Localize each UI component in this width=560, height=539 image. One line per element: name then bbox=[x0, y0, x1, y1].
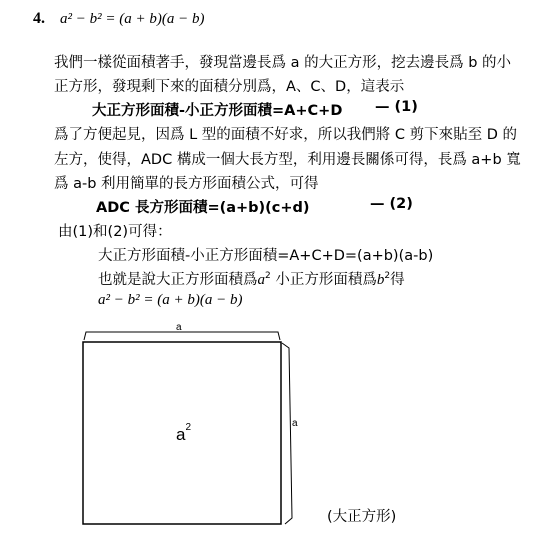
area-label-exp: 2 bbox=[185, 422, 192, 433]
body-line-8-post: 得 bbox=[390, 272, 405, 288]
body-line-6: 由(1)和(2)可得： bbox=[58, 224, 172, 240]
area-label-var: a bbox=[176, 425, 186, 444]
area-label bbox=[176, 422, 191, 444]
top-brace bbox=[84, 332, 280, 340]
equation-1-tag: — (1) bbox=[375, 99, 418, 115]
body-line-1: 我們一樣從面積著手，發現當邊長爲 a 的大正方形，挖去邊長爲 b 的小 bbox=[54, 55, 512, 71]
a-squared-var: a bbox=[257, 272, 265, 288]
body-line-5: 爲 a-b 利用簡單的長方形面積公式，可得 bbox=[54, 176, 319, 192]
body-line-7: 大正方形面積-小正方形面積=A+C+D=(a+b)(a-b) bbox=[98, 248, 434, 264]
equation-1: 大正方形面積-小正方形面積=A+C+D bbox=[92, 103, 343, 119]
result-identity: a² − b² = (a + b)(a − b) bbox=[98, 292, 243, 308]
top-side-label: a bbox=[176, 322, 182, 333]
problem-number: 4. bbox=[33, 10, 45, 27]
equation-2: ADC 長方形面積=(a+b)(c+d) bbox=[96, 200, 310, 216]
b-squared-exp: 2 bbox=[384, 271, 391, 281]
body-line-8-pre: 也就是說大正方形面積爲 bbox=[98, 272, 258, 288]
body-line-3: 爲了方便起見，因爲 L 型的面積不好求，所以我們將 C 剪下來貼至 D 的 bbox=[54, 127, 518, 143]
b-squared-var: b bbox=[376, 272, 385, 288]
a-squared-exp: 2 bbox=[265, 271, 271, 281]
figure-caption: (大正方形) bbox=[327, 509, 397, 525]
problem-identity: a² − b² = (a + b)(a − b) bbox=[60, 11, 205, 27]
right-side-label: a bbox=[292, 418, 298, 429]
body-line-4: 左方，使得，ADC 構成一個大長方型，利用邊長關係可得，長爲 a+b 寬 bbox=[54, 152, 521, 168]
body-line-2: 正方形，發現剩下來的面積分別爲，A、C、D，這表示 bbox=[54, 79, 405, 95]
equation-2-tag: — (2) bbox=[370, 196, 413, 212]
body-line-8-mid: 小正方形面積爲 bbox=[270, 272, 377, 288]
side-brace bbox=[282, 343, 292, 524]
